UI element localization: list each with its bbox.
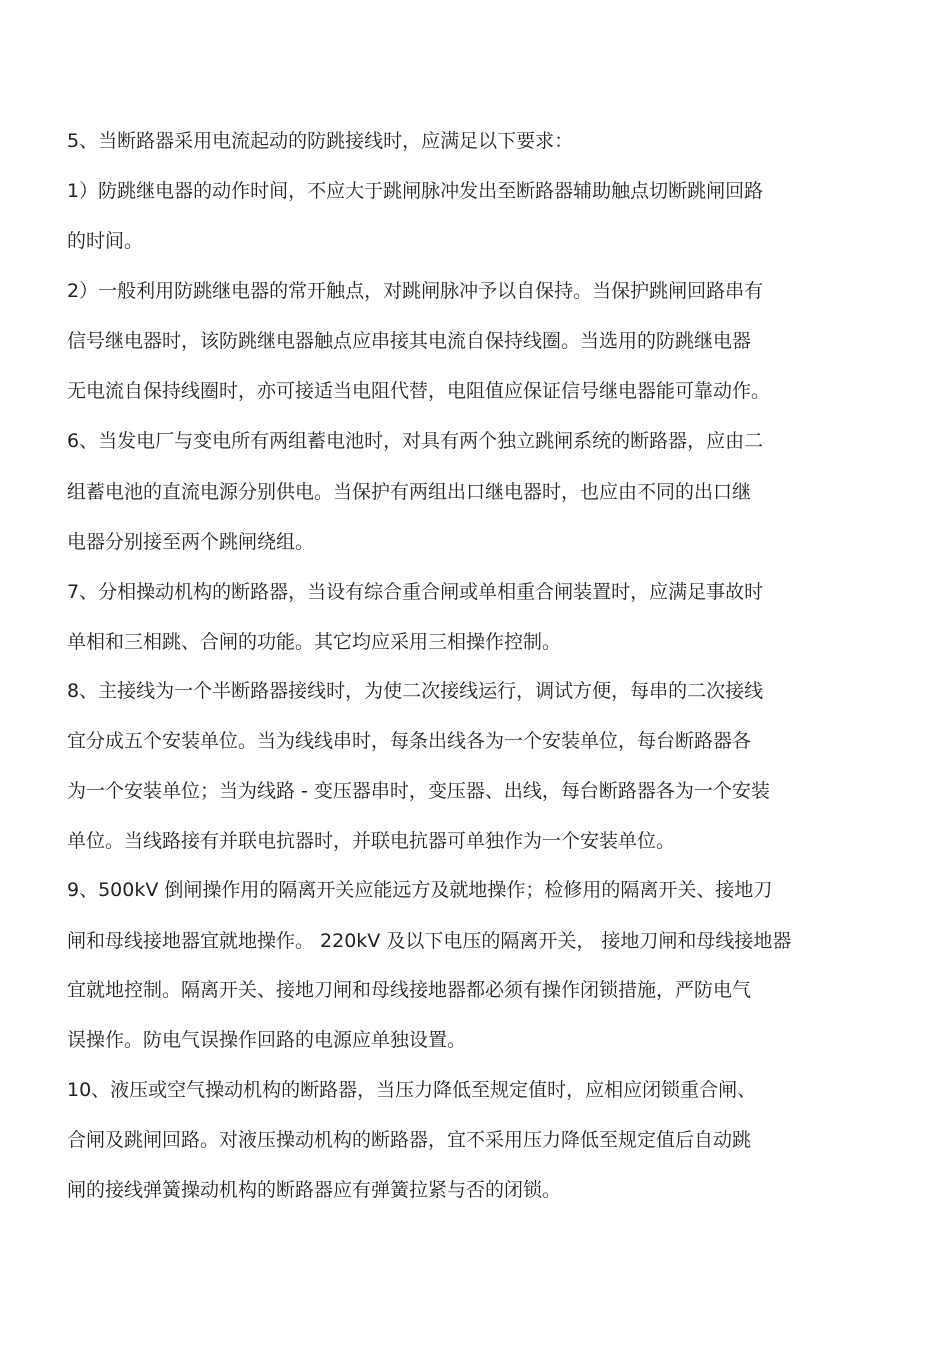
- paragraph-line: 8、主接线为一个半断路器接线时，为使二次接线运行，调试方便，每串的二次接线: [67, 680, 764, 702]
- paragraph-line: 7、分相操动机构的断路器，当设有综合重合闸或单相重合闸装置时，应满足事故时: [67, 581, 764, 603]
- paragraph-line: 6、当发电厂与变电所有两组蓄电池时，对具有两个独立跳闸系统的断路器，应由二: [67, 430, 764, 452]
- paragraph-line: 宜分成五个安装单位。当为线线串时，每条出线各为一个安装单位，每台断路器各: [67, 730, 752, 752]
- paragraph-line: 信号继电器时，该防跳继电器触点应串接其电流自保持线圈。当选用的防跳继电器: [67, 330, 752, 352]
- paragraph-line: 9、500kV 倒闸操作用的隔离开关应能远方及就地操作；检修用的隔离开关、接地刀: [67, 879, 773, 901]
- paragraph-line: 误操作。防电气误操作回路的电源应单独设置。: [67, 1029, 467, 1051]
- paragraph-line: 无电流自保持线圈时，亦可接适当电阻代替，电阻值应保证信号继电器能可靠动作。: [67, 380, 771, 402]
- paragraph-line: 5、当断路器采用电流起动的防跳接线时，应满足以下要求：: [67, 130, 574, 152]
- paragraph-line: 的时间。: [67, 230, 144, 252]
- paragraph-line: 单位。当线路接有并联电抗器时，并联电抗器可单独作为一个安装单位。: [67, 830, 676, 852]
- paragraph-line: 1）防跳继电器的动作时间，不应大于跳闸脉冲发出至断路器辅助触点切断跳闸回路: [67, 180, 764, 202]
- paragraph-line: 宜就地控制。隔离开关、接地刀闸和母线接地器都必须有操作闭锁措施，严防电气: [67, 979, 752, 1001]
- paragraph-line: 为一个安装单位；当为线路 - 变压器串时，变压器、出线，每台断路器各为一个安装: [67, 780, 770, 802]
- paragraph-line: 闸的接线弹簧操动机构的断路器应有弹簧拉紧与否的闭锁。: [67, 1179, 562, 1201]
- paragraph-line: 闸和母线接地器宜就地操作。 220kV 及以下电压的隔离开关， 接地刀闸和母线接地器: [67, 930, 792, 952]
- paragraph-line: 电器分别接至两个跳闸绕组。: [67, 531, 315, 553]
- paragraph-line: 单相和三相跳、合闸的功能。其它均应采用三相操作控制。: [67, 631, 562, 653]
- paragraph-line: 组蓄电池的直流电源分别供电。当保护有两组出口继电器时，也应由不同的出口继: [67, 481, 752, 503]
- paragraph-line: 2）一般利用防跳继电器的常开触点，对跳闸脉冲予以自保持。当保护跳闸回路串有: [67, 280, 764, 302]
- paragraph-line: 10、液压或空气操动机构的断路器，当压力降低至规定值时，应相应闭锁重合闸、: [67, 1079, 757, 1101]
- paragraph-line: 合闸及跳闸回路。对液压操动机构的断路器，宜不采用压力降低至规定值后自动跳: [67, 1129, 752, 1151]
